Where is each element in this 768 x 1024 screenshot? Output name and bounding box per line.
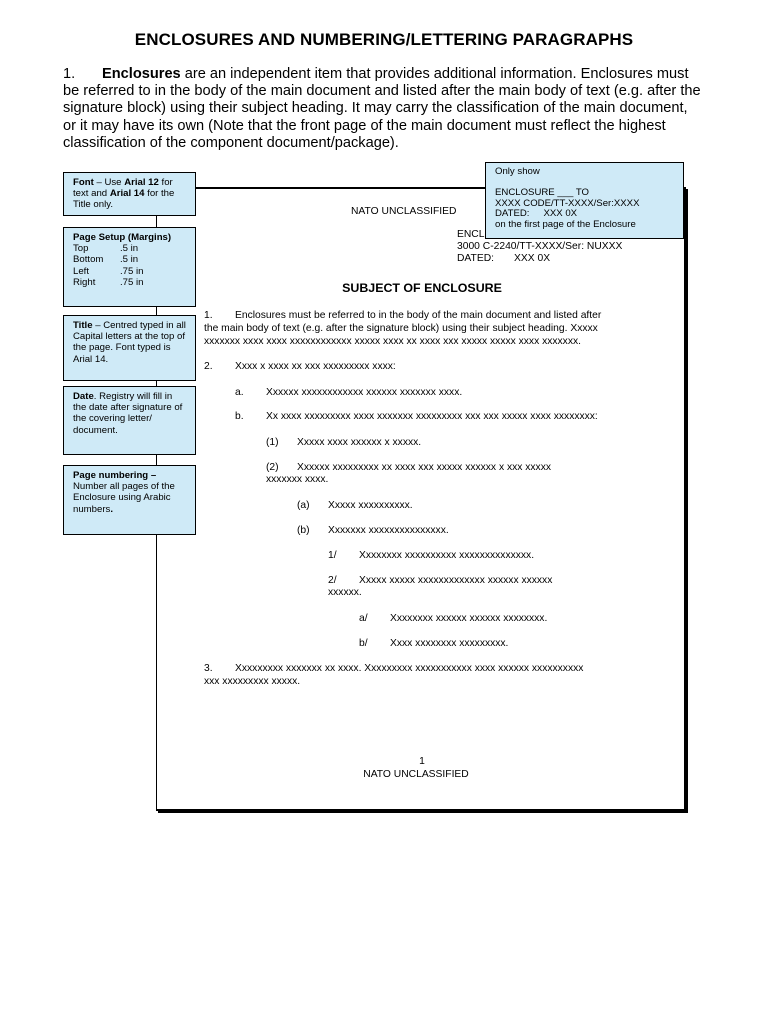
p1-line1: Enclosures must be referred to in the body of the main document and listed after [235,310,602,321]
dated-line [457,253,550,266]
page-number: 1 [419,756,425,767]
page-setup-heading: Page Setup (Margins) [73,232,172,243]
callout-line1: Only show [495,166,540,177]
sa-number: a/ [359,613,368,624]
classification-top: NATO UNCLASSIFIED [351,206,457,217]
p-1-number: (1) [266,437,279,448]
p3-line1: Xxxxxxxxx xxxxxxx xx xxxx. Xxxxxxxxx xxxxxxxxxxx xxxx xxxxxx xxxxxxxxxx [235,663,584,674]
subject-heading: SUBJECT OF ENCLOSURE [342,281,502,295]
margin-row-top [73,243,187,254]
dated-value: XXX 0X [514,253,551,264]
sample-enclosure-page [156,187,686,811]
font-note-text2: for text and [73,177,173,200]
sb-text: Xxxx xxxxxxxx xxxxxxxxx. [390,638,509,649]
title-note [63,315,196,381]
pb-number: b. [235,411,244,422]
p-b-text: Xxxxxxx xxxxxxxxxxxxxxx. [328,525,449,536]
margin-value: .5 in [120,254,139,266]
pb-text: Xx xxxx xxxxxxxxx xxxx xxxxxxx xxxxxxxxx xxx xxx xxxxx xxxx xxxxxxxx: [266,411,598,422]
p-1-text: Xxxxx xxxx xxxxxx x xxxxx. [297,437,422,448]
page-setup-note [63,227,196,307]
font-note-text1: – Use [93,177,125,188]
pa-text: Xxxxxx xxxxxxxxxxxx xxxxxx xxxxxxx xxxx. [266,387,463,398]
page-numbering-note [63,465,196,535]
reference-number: 3000 C-2240/TT-XXXX/Ser: NUXXX [457,241,623,252]
dated-label: DATED: [457,253,494,264]
classification-bottom: NATO UNCLASSIFIED [363,769,469,780]
sa-text: Xxxxxxxx xxxxxx xxxxxx xxxxxxxx. [390,613,548,624]
margin-row-bottom [73,254,187,265]
pa-number: a. [235,387,244,398]
margin-value: .5 in [120,243,139,255]
font-note-label: Font [73,177,94,188]
title-note-text: – Centred typed in all Capital letters at the top of the page. Font typed is Arial 14. [73,320,186,365]
s1-text: Xxxxxxxx xxxxxxxxxx xxxxxxxxxxxxxx. [359,550,535,561]
s2-line1: Xxxxx xxxxx xxxxxxxxxxxxx xxxxxx xxxxxx [359,575,553,586]
font-note [63,172,196,216]
title-note-label: Title [73,320,93,331]
p-a-number: (a) [297,500,310,511]
p-b-number: (b) [297,525,310,536]
callout-line2: ENCLOSURE ___ TO [495,186,590,198]
date-note-text: . Registry will fill in the date after signature of the covering letter/ document. [73,391,183,436]
margin-label: Right [73,276,96,288]
page-numbering-period: . [110,503,113,515]
font-note-text3: for the Title only. [73,188,175,211]
p2-text: Xxxx x xxxx xx xxx xxxxxxxxx xxxx: [235,361,396,372]
p-a-text: Xxxxx xxxxxxxxxx. [328,500,413,511]
sb-number: b/ [359,638,368,649]
p-2-line1: Xxxxxx xxxxxxxxx xx xxxx xxx xxxxx xxxxxx x xxx xxxxx [297,462,551,473]
margin-row-left [73,266,187,277]
p2-number: 2. [204,361,213,372]
font-note-size-title: Arial 14 [109,188,145,200]
enclosure-label-partial: ENCL [457,229,485,240]
intro-number: 1. [63,66,76,82]
margin-label: Left [73,265,90,277]
date-note-label: Date [73,391,94,402]
s2-number: 2/ [328,575,337,586]
callout-line3: XXXX CODE/TT-XXXX/Ser:XXXX [495,197,640,209]
p3-line2: xxx xxxxxxxxx xxxxx. [204,676,301,687]
p-2-line2: xxxxxxx xxxx. [266,474,329,485]
margin-value: .75 in [120,276,144,288]
p1-line2: the main body of text (e.g. after the signature block) using their subject heading. Xxxxx [204,323,598,334]
callout-dated-value: XXX 0X [543,208,578,220]
intro-text: are an independent item that provides additional information. Enclosures must be referred to in the body of the main document and listed after the main body of text (e.g. after the signature block) using their subject heading. It may carry the classification of the main document, or it may have its own (Note that the front page of the main document must reflect the highest classification of the component document/package). [63,66,701,151]
callout-line5: on the first page of the Enclosure [495,219,636,231]
s2-line2: xxxxxx. [328,587,362,598]
page-numbering-text: Number all pages of the Enclosure using Arabic numbers [73,481,175,515]
margin-label: Bottom [73,254,104,266]
p1-line3: xxxxxxx xxxx xxxx xxxxxxxxxxxx xxxxx xxxx xx xxxx xxx xxxxx xxxxx xxxx xxxxxxx. [204,336,581,347]
font-note-size-text: Arial 12 [124,177,159,188]
page-numbering-label: Page numbering – [73,470,157,481]
p-2-number: (2) [266,462,279,473]
margin-row-right [73,277,187,288]
intro-term: Enclosures [102,66,181,82]
margin-label: Top [73,243,89,255]
s1-number: 1/ [328,550,337,561]
margin-value: .75 in [120,265,144,277]
intro-paragraph [63,66,703,152]
p3-number: 3. [204,663,213,674]
p1-number: 1. [204,310,213,321]
enclosure-header-callout [485,162,684,239]
callout-dated-label: DATED: [495,208,530,220]
date-note [63,386,196,455]
document-title: ENCLOSURES AND NUMBERING/LETTERING PARAGRAPHS [134,30,634,49]
